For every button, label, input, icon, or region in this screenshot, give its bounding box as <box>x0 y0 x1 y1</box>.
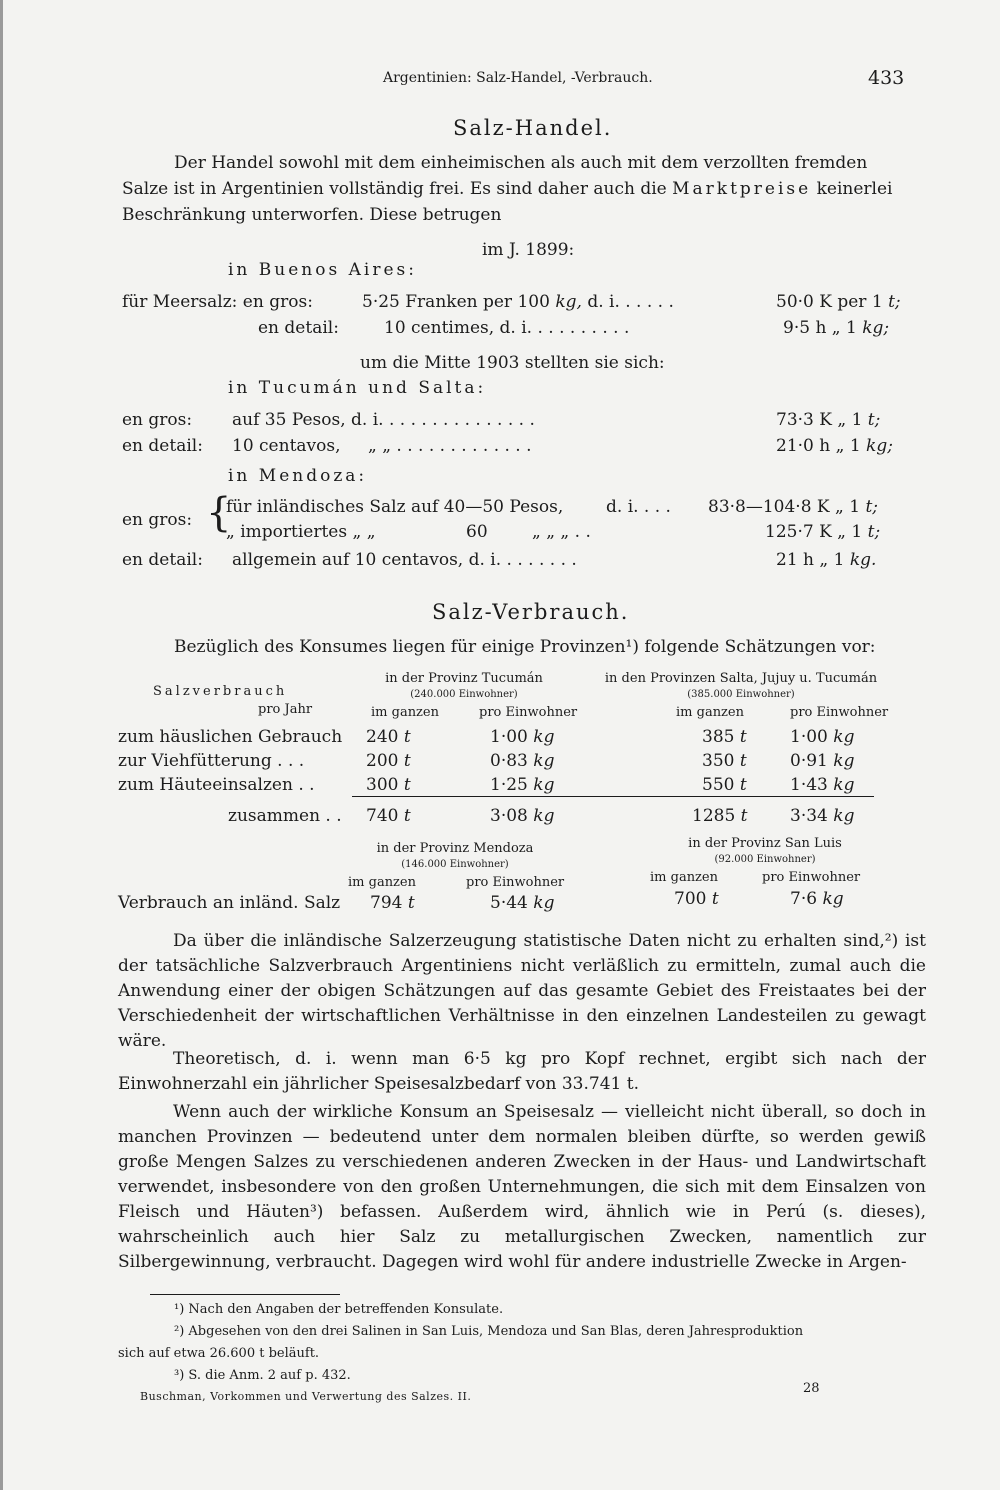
ba-row2-value: 9·5 h „ 1 kg; <box>783 318 890 338</box>
mid-1903: um die Mitte 1903 stellten sie sich: <box>360 353 665 373</box>
men-row2-value: 125·7 K „ 1 t; <box>765 522 881 542</box>
men-gros-lead: en gros: <box>122 510 193 530</box>
cell-g2-total: 700 t <box>674 889 719 909</box>
row-label: Verbrauch an inländ. Salz <box>118 893 341 913</box>
tuc-row1-value: 73·3 K „ 1 t; <box>776 410 881 430</box>
body-paragraph-2: Theoretisch, d. i. wenn man 6·5 kg pro Kopf rechnet, ergibt sich nach der Einwohnerzahl ein jährlicher Speisesalzbedarf von 33.741 t. <box>118 1049 926 1094</box>
tuc-row2-lead: en detail: <box>122 436 203 456</box>
sum-g2-total: 1285 t <box>692 806 748 826</box>
men-row3-text: allgemein auf 10 centavos, d. i. . . . . . . . <box>232 550 577 570</box>
footnote-2: ²) Abgesehen von den drei Salinen in San Luis, Mendoza und San Blas, deren Jahresproduktion <box>174 1324 804 1339</box>
handel-intro-line-1: Der Handel sowohl mit dem einheimischen als auch mit dem verzollten fremden <box>174 153 868 173</box>
cell-g1-per: 1·25 kg <box>490 775 555 795</box>
cell-g1-total: 794 t <box>370 893 415 913</box>
section-heading-handel: Salz-Handel. <box>453 116 613 140</box>
footnote-3: ³) S. die Anm. 2 auf p. 432. <box>174 1368 351 1383</box>
label-buenos-aires: in Buenos Aires: <box>228 260 417 280</box>
table1-rowheader-1: Salzverbrauch <box>153 684 288 699</box>
cell-g1-per: 5·44 kg <box>490 893 555 913</box>
tuc-row1-lead: en gros: <box>122 410 193 430</box>
table1-col-per-1: pro Einwohner <box>479 705 578 720</box>
footnote-1: ¹) Nach den Angaben der betreffenden Konsulate. <box>174 1302 504 1317</box>
table2-group1-title: in der Provinz Mendoza <box>376 841 534 856</box>
brace-symbol: { <box>206 490 232 536</box>
cell-g2-total: 550 t <box>702 775 747 795</box>
footer-signature: Buschman, Vorkommen und Verwertung des Salzes. II. <box>140 1390 472 1403</box>
scan-left-edge <box>0 0 3 1490</box>
running-title: Argentinien: Salz-Handel, -Verbrauch. <box>383 70 653 86</box>
men-row2-ditto: „ „ „ . . <box>532 522 591 542</box>
table1-col-per-2: pro Einwohner <box>790 705 889 720</box>
row-label: zum Häuteeinsalzen . . <box>118 775 315 795</box>
handel-intro-line-2: Salze ist in Argentinien vollständig frei. Es sind daher auch die Marktpreise keinerlei <box>122 179 893 199</box>
men-row3-lead: en detail: <box>122 550 203 570</box>
table1-group2-sub: (385.000 Einwohner) <box>687 689 795 700</box>
handel-intro-line-3: Beschränkung unterworfen. Diese betrugen <box>122 205 502 225</box>
sum-label: zusammen . . <box>228 806 342 826</box>
label-tucuman-salta: in Tucumán und Salta: <box>228 378 487 398</box>
cell-g1-per: 1·00 kg <box>490 727 555 747</box>
men-row1-value: 83·8—104·8 K „ 1 t; <box>708 497 879 517</box>
tuc-row2-dots: „ „ . . . . . . . . . . . . . <box>368 436 532 456</box>
sum-g2-per: 3·34 kg <box>790 806 855 826</box>
footnote-2-cont: sich auf etwa 26.600 t beläuft. <box>118 1346 320 1361</box>
ba-row2-lead: en detail: <box>258 318 339 338</box>
table2-col-total-1: im ganzen <box>348 875 416 890</box>
body-paragraph-1: Da über die inländische Salzerzeugung statistische Daten nicht zu erhalten sind,²) ist der tatsächliche Salzverbrauch Argentiniens nicht verläßlich zu ermitteln, zumal auch die Anwendung einer der obigen Schätzungen auf das gesamte Gebiet des Freistaates bei der Verschiedenheit der wirtschaftlichen Verhältnisse in den einzelnen Landesteilen zu gewagt wäre. <box>118 931 926 1051</box>
men-row1-text: für inländisches Salz auf 40—50 Pesos, <box>226 497 564 517</box>
cell-g2-total: 350 t <box>702 751 747 771</box>
row-label: zur Viehfütterung . . . <box>118 751 305 771</box>
sum-g1-per: 3·08 kg <box>490 806 555 826</box>
ba-row2-price: 10 centimes, d. i. . . . . . . . . . <box>384 318 630 338</box>
table2-col-total-2: im ganzen <box>650 870 718 885</box>
cell-g1-total: 300 t <box>366 775 411 795</box>
table1-rowheader-2: pro Jahr <box>258 702 313 717</box>
sum-rule <box>352 796 874 797</box>
cell-g1-total: 240 t <box>366 727 411 747</box>
cell-g2-per: 1·43 kg <box>790 775 855 795</box>
table1-group1-title: in der Provinz Tucumán <box>385 671 543 686</box>
table2-col-per-1: pro Einwohner <box>466 875 565 890</box>
cell-g2-per: 7·6 kg <box>790 889 844 909</box>
cell-g2-per: 1·00 kg <box>790 727 855 747</box>
table1-col-total-1: im ganzen <box>371 705 439 720</box>
cell-g2-per: 0·91 kg <box>790 751 855 771</box>
table2-col-per-2: pro Einwohner <box>762 870 861 885</box>
year-1899: im J. 1899: <box>482 240 575 260</box>
table2-group1-sub: (146.000 Einwohner) <box>401 859 509 870</box>
verbrauch-intro: Bezüglich des Konsumes liegen für einige Provinzen¹) folgende Schätzungen vor: <box>174 637 876 657</box>
sheet-number: 28 <box>803 1381 820 1396</box>
tuc-row1-text: auf 35 Pesos, d. i. . . . . . . . . . . . . . . <box>232 410 535 430</box>
cell-g1-per: 0·83 kg <box>490 751 555 771</box>
table2-group2-sub: (92.000 Einwohner) <box>714 854 816 865</box>
label-mendoza: in Mendoza: <box>228 466 368 486</box>
footnote-rule <box>150 1294 340 1295</box>
row-label: zum häuslichen Gebrauch <box>118 727 343 747</box>
men-row2-num: 60 <box>466 522 488 542</box>
table1-col-total-2: im ganzen <box>676 705 744 720</box>
tuc-row2-value: 21·0 h „ 1 kg; <box>776 436 893 456</box>
table2-group2-title: in der Provinz San Luis <box>688 836 842 851</box>
ba-row1-price: 5·25 Franken per 100 kg, d. i. . . . . . <box>362 292 674 312</box>
tuc-row2-text: 10 centavos, <box>232 436 341 456</box>
cell-g1-total: 200 t <box>366 751 411 771</box>
men-row3-value: 21 h „ 1 kg. <box>776 550 877 570</box>
body-paragraph-3: Wenn auch der wirkliche Konsum an Speisesalz — vielleicht nicht überall, so doch in manchen Provinzen — bedeutend unter dem normalen bleiben dürfte, so werden gewiß große Mengen Salzes zu verschiedenen anderen Zwecken in der Haus- und Landwirtschaft verwendet, insbesondere von den großen Unternehmungen, die sich mit dem Einsalzen von Fleisch und Häuten³) befassen. Außerdem wird, ähnlich wie in Perú (s. dieses), wahrscheinlich auch hier Salz zu metallurgischen Zwecken, namentlich zur Silbergewinnung, verbraucht. Dagegen wird wohl für andere industrielle Zwecke in Argen- <box>118 1102 926 1272</box>
sum-g1-total: 740 t <box>366 806 411 826</box>
ba-row1-lead: für Meersalz: en gros: <box>122 292 313 312</box>
table1-group1-sub: (240.000 Einwohner) <box>410 689 518 700</box>
men-row2-text: „ importiertes „ „ <box>226 522 376 542</box>
ba-row1-value: 50·0 K per 1 t; <box>776 292 901 312</box>
section-heading-verbrauch: Salz-Verbrauch. <box>432 600 630 624</box>
cell-g2-total: 385 t <box>702 727 747 747</box>
page-number: 433 <box>868 67 905 89</box>
table1-group2-title: in den Provinzen Salta, Jujuy u. Tucumán <box>604 671 878 686</box>
marktpreise-emphasis: Marktpreise <box>672 179 812 199</box>
men-row1-di: d. i. . . . <box>606 497 671 517</box>
